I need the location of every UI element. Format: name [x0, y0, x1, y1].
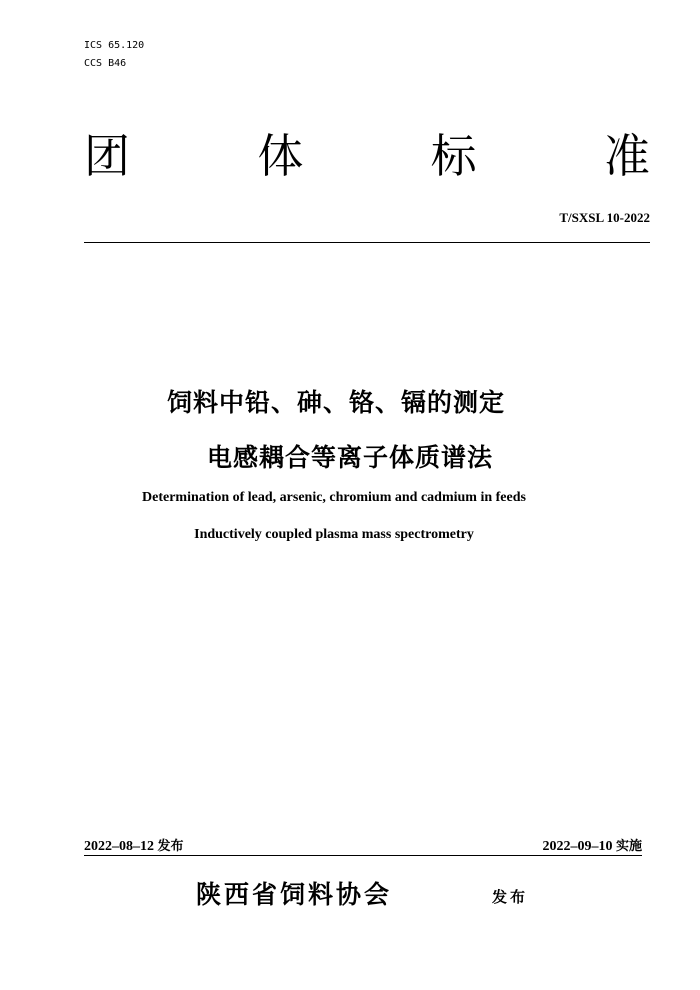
doc-type-char-1: 团 [84, 129, 130, 183]
chinese-title-line-1: 饲料中铅、砷、铬、镉的测定 [166, 388, 505, 417]
doc-type-char-3: 标 [430, 129, 477, 183]
classification-codes [84, 37, 144, 73]
doc-type-char-4: 准 [603, 129, 650, 183]
effective-date [542, 835, 642, 855]
issue-date [84, 835, 184, 855]
english-title-line-1: Determination of lead, arsenic, chromium and cadmium in feeds [142, 490, 526, 505]
ccs-code: CCS B46 [84, 58, 127, 69]
standard-number: T/SXSL 10-2022 [559, 210, 650, 225]
bottom-divider [84, 855, 642, 856]
top-divider [84, 242, 650, 243]
ics-code: ICS 65.120 [84, 40, 145, 51]
chinese-title-line-2: 电感耦合等离子体质谱法 [206, 443, 493, 472]
english-title-line-2: Inductively coupled plasma mass spectrometry [194, 527, 474, 542]
issuing-organization: 陕西省饲料协会 [196, 880, 393, 909]
publish-label: 发布 [492, 888, 529, 906]
issue-date-value: 2022–08–12 [84, 839, 154, 854]
effective-date-value: 2022–09–10 [542, 839, 613, 854]
doc-type-char-2: 体 [257, 129, 304, 183]
effective-date-label: 实施 [615, 839, 642, 854]
document-type-heading [84, 128, 650, 184]
issue-date-label: 发布 [157, 839, 184, 854]
